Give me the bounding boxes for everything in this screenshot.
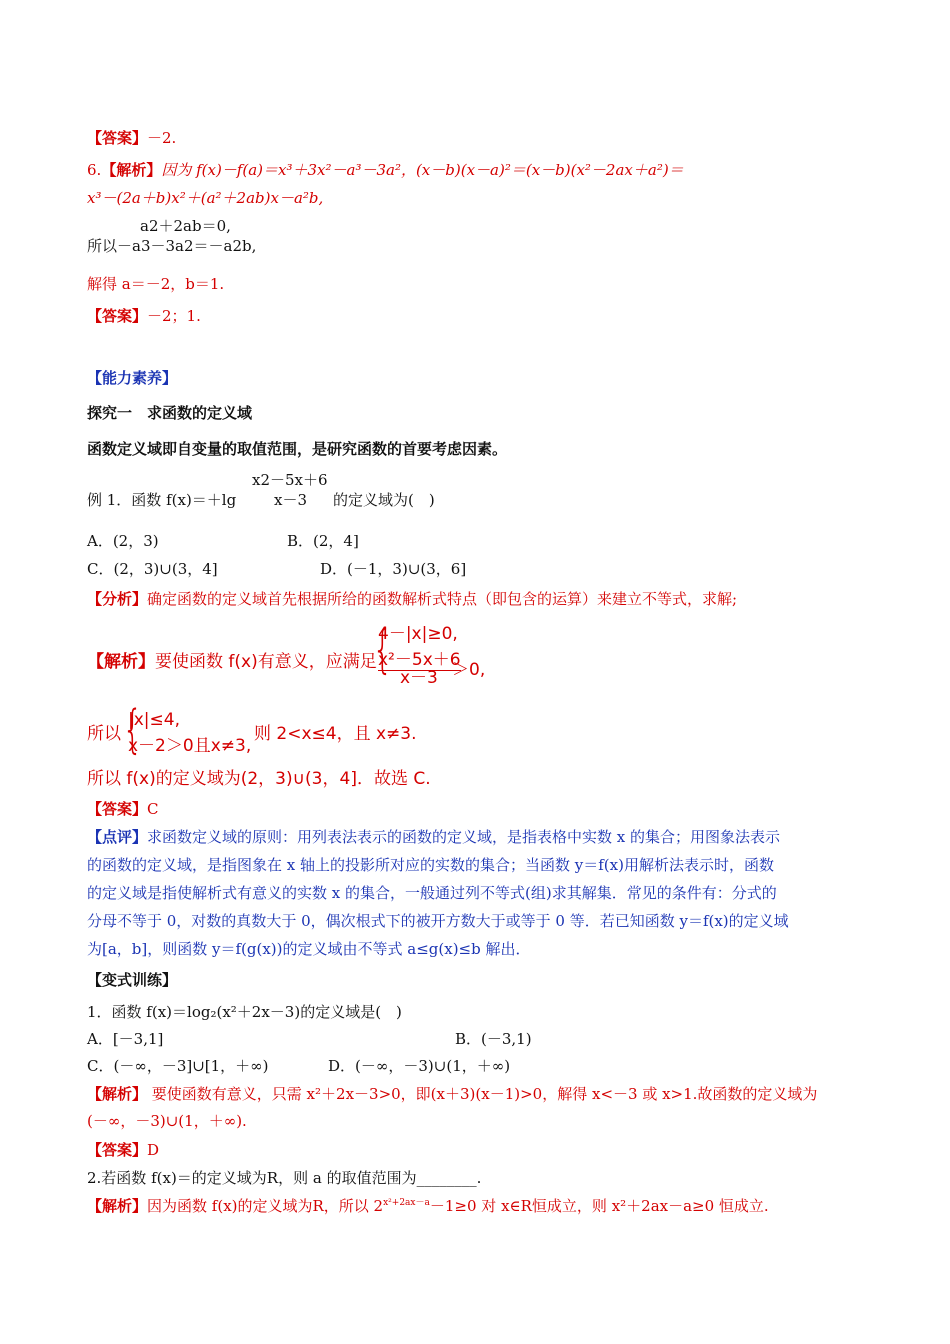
jiexi-text: 要使函数 f(x)有意义，应满足 xyxy=(155,652,377,672)
analysis-tag: 【分析】 xyxy=(87,590,148,608)
comment-line-4: 分母不等于 0，对数的真数大于 0，偶次根式下的被开方数大于或等于 0 等．若已知函数 y＝f(x)的定义域 xyxy=(87,912,789,930)
so-brace: { xyxy=(122,700,143,760)
example1-analysis xyxy=(87,589,737,609)
variant-title: 【变式训练】 xyxy=(87,971,178,989)
variant-q1-d: D．(－∞，－3)∪(1，＋∞) xyxy=(328,1057,511,1075)
explore-heading: 探究一 求函数的定义域 xyxy=(87,404,253,422)
example1-conclusion: 所以 f(x)的定义域为(2，3)∪(3，4]．故选 C. xyxy=(87,769,431,789)
jiexi-cond-2-numerator: x²－5x＋6 xyxy=(378,650,461,670)
item6-number: 6. xyxy=(87,161,102,179)
variant-q1: 1．函数 f(x)＝log₂(x²＋2x－3)的定义域是( ) xyxy=(87,1003,402,1021)
comment-line-3: 的定义域是指使解析式有意义的实数 x 的集合，一般通过列不等式(组)求其解集．常见的条件有：分式的 xyxy=(87,884,777,902)
comment-tag: 【点评】 xyxy=(87,828,148,846)
variant-q1-a: A．[－3,1] xyxy=(87,1030,164,1048)
answer-tag: 【答案】 xyxy=(87,129,148,147)
item6-line-2: x³－(2a＋b)x²＋(a²＋2ab)x－a²b, xyxy=(87,189,324,207)
comment-line-2: 的函数的定义域，是指图象在 x 轴上的投影所对应的实数的集合；当函数 y＝f(x)用解析法表示时，函数 xyxy=(87,856,774,874)
so-lead: 所以 xyxy=(87,724,121,744)
item6-text-1: 因为 f(x)－f(a)＝x³＋3x²－a³－3a²，(x－b)(x－a)²＝(x－b)(x²－2ax＋a²)＝ xyxy=(161,161,684,179)
variant-q2-exponent: x²+2ax－a xyxy=(383,1198,430,1208)
example1-numerator: x2－5x＋6 xyxy=(252,471,328,489)
example1-lead: 例 1．函数 f(x)＝＋lg xyxy=(87,491,237,509)
variant-q1-c: C．(－∞，－3]∪[1，＋∞) xyxy=(87,1057,269,1075)
example1-answer-value: C xyxy=(147,800,159,818)
comment-line-5: 为[a，b]，则函数 y＝f(g(x))的定义域由不等式 a≤g(x)≤b 解出． xyxy=(87,940,531,958)
variant-q1-answer xyxy=(87,1140,159,1160)
answer-line-1 xyxy=(87,128,176,148)
comment-line-1 xyxy=(87,827,780,847)
item6-solve: 解得 a＝－2，b＝1. xyxy=(87,275,225,293)
variant-q1-jiexi-text-1: 要使函数有意义，只需 x²＋2x－3>0，即(x＋3)(x－1)>0，解得 x<－3 或 x>1.故函数的定义域为 xyxy=(147,1085,818,1103)
section-title: 【能力素养】 xyxy=(87,369,178,387)
item6-system-bottom: 所以－a3－3a2＝－a2b, xyxy=(87,237,257,255)
jiexi-tag: 【解析】 xyxy=(87,652,155,672)
variant-q2: 2.若函数 f(x)＝的定义域为R，则 a 的取值范围为________. xyxy=(87,1169,482,1187)
variant-q1-answer-value: D xyxy=(147,1141,160,1159)
answer-value: －2. xyxy=(147,129,177,147)
variant-q2-jiexi-tag: 【解析】 xyxy=(87,1197,148,1215)
item6-answer xyxy=(87,306,201,326)
example1-denominator: x－3 xyxy=(274,491,308,509)
option-c: C．(2，3)∪(3，4] xyxy=(87,560,218,578)
variant-q1-answer-tag: 【答案】 xyxy=(87,1141,148,1159)
jiexi-brace: { xyxy=(372,620,393,680)
so-cond-1: |x|≤4, xyxy=(128,710,180,730)
option-d: D．(－1，3)∪(3，6] xyxy=(320,560,467,578)
example1-jiexi xyxy=(87,652,377,672)
option-b: B．(2，4] xyxy=(287,532,359,550)
so-tail: 则 2<x≤4，且 x≠3. xyxy=(254,724,417,744)
variant-q1-jiexi-2: (－∞，－3)∪(1，＋∞). xyxy=(87,1112,247,1130)
variant-q2-jiexi xyxy=(87,1196,769,1216)
comment-text-1: 求函数定义域的原则：用列表法表示的函数的定义域，是指表格中实数 x 的集合；用图象法表示 xyxy=(147,828,781,846)
item6-answer-value: －2；1. xyxy=(147,307,201,325)
option-a: A．(2，3) xyxy=(87,532,159,550)
item6-system-top: a2＋2ab＝0, xyxy=(140,217,231,235)
variant-q1-b: B．(－3,1) xyxy=(455,1030,532,1048)
variant-q1-jiexi-tag: 【解析】 xyxy=(87,1085,148,1103)
so-cond-2: x－2＞0且x≠3, xyxy=(128,736,252,756)
item6-answer-tag: 【答案】 xyxy=(87,307,148,325)
example1-answer-tag: 【答案】 xyxy=(87,800,148,818)
variant-q2-jiexi-text-a: 因为函数 f(x)的定义域为R，所以 2 xyxy=(147,1197,384,1215)
item6-line-1 xyxy=(87,160,684,180)
jiexi-cond-1: 4－|x|≥0, xyxy=(378,624,458,644)
example1-answer xyxy=(87,799,159,819)
jiexi-cond-2-tail: ＞0, xyxy=(452,660,486,680)
item6-jiexi-tag: 【解析】 xyxy=(101,161,162,179)
example1-tail: 的定义域为( ) xyxy=(333,491,435,509)
variant-q1-jiexi-1 xyxy=(87,1084,817,1104)
jiexi-cond-2-denominator: x－3 xyxy=(400,668,438,688)
variant-q2-jiexi-text-b: －1≥0 对 x∈R恒成立，则 x²＋2ax－a≥0 恒成立. xyxy=(429,1197,769,1215)
section-intro: 函数定义域即自变量的取值范围，是研究函数的首要考虑因素。 xyxy=(87,440,508,458)
analysis-text: 确定函数的定义域首先根据所给的函数解析式特点（即包含的运算）来建立不等式，求解; xyxy=(147,590,738,608)
